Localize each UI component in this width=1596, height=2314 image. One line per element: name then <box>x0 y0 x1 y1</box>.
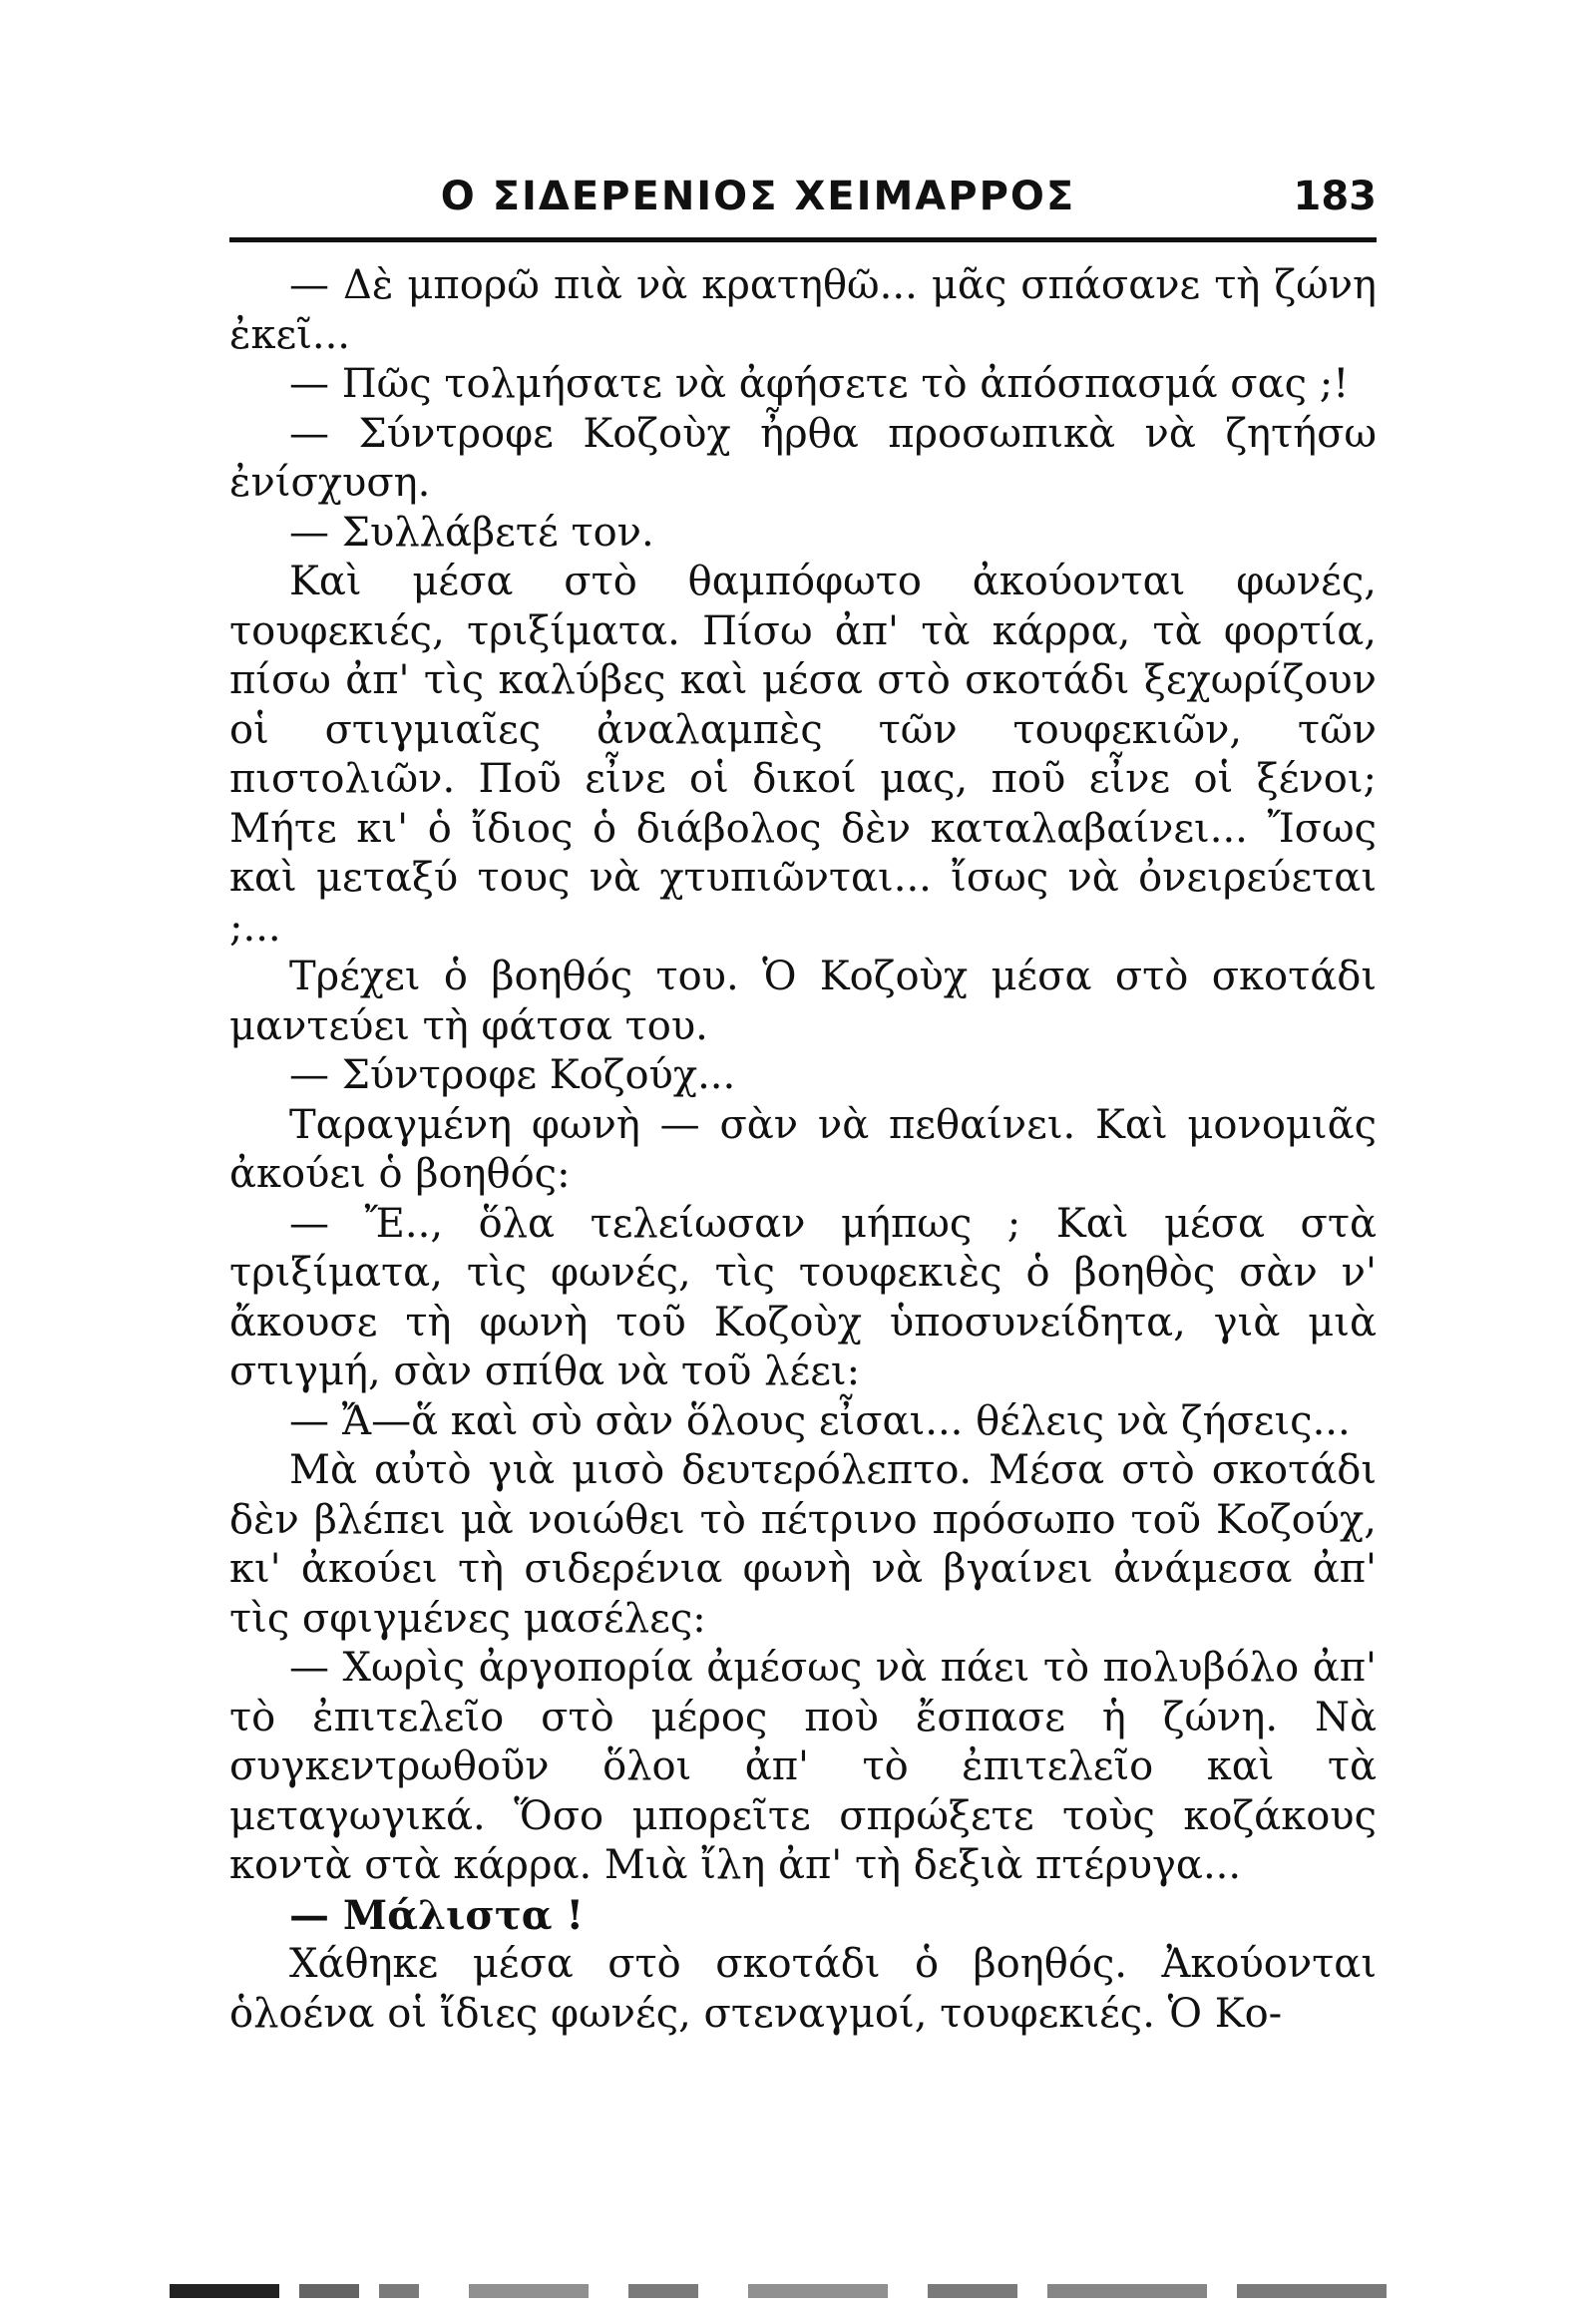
narrative-paragraph: Καὶ μέσα στὸ θαμπόφωτο ἀκούονται φωνές, τουφεκιές, τριξίματα. Πίσω ἀπ' τὰ κάρρα, τὰ φορτία, πίσω ἀπ' τὶς καλύβες καὶ μέσα στὸ σκοτάδι ξεχωρίζουν οἱ στιγμιαῖες ἀναλαμπὲς τῶν τουφεκιῶν, τῶν πιστολιῶν. Ποῦ εἶνε οἱ δικοί μας, ποῦ εἶνε οἱ ξένοι; Μήτε κι' ὁ ἴδιος ὁ διάβολος δὲν καταλαβαίνει... Ἴσως καὶ μεταξύ τους νὰ χτυπιῶνται... ἴσως νὰ ὀνειρεύεται ;... <box>229 559 1377 951</box>
page-number: 183 <box>1293 174 1377 219</box>
dialogue-line: — Σύντροφε Κοζούχ... <box>289 1052 736 1098</box>
narrative-paragraph: Τρέχει ὁ βοηθός του. Ὁ Κοζοὺχ μέσα στὸ σκοτάδι μαντεύει τὴ φάτσα του. <box>229 954 1377 1049</box>
narrative-paragraph: Χάθηκε μέσα στὸ σκοτάδι ὁ βοηθός. Ἀκούονται ὁλοένα οἱ ἴδιες φωνές, στεναγμοί, τουφεκιές. Ὁ Κο- <box>229 1941 1377 2037</box>
dialogue-line: — Χωρὶς ἀργοπορία ἀμέσως νὰ πάει τὸ πολυβόλο ἀπ' τὸ ἐπιτελεῖο στὸ μέρος ποὺ ἔσπασε ἡ ζώνη. Νὰ συγκεντρωθοῦν ὅλοι ἀπ' τὸ ἐπιτελεῖο καὶ τὰ μεταγωγικά. Ὅσο μπορεῖτε σπρώξετε τοὺς κοζάκους κοντὰ στὰ κάρρα. Μιὰ ἴλη ἀπ' τὴ δεξιὰ πτέρυγα... <box>229 1645 1377 1888</box>
narrative-paragraph: Μὰ αὐτὸ γιὰ μισὸ δευτερόλεπτο. Μέσα στὸ σκοτάδι δὲν βλέπει μὰ νοιώθει τὸ πέτρινο πρόσωπο τοῦ Κοζούχ, κι' ἀκούει τὴ σιδερένια φωνὴ νὰ βγαίνει ἀνάμεσα ἀπ' τὶς σφιγμένες μασέλες: <box>229 1447 1377 1642</box>
dialogue-line: — Πῶς τολμήσατε νὰ ἀφήσετε τὸ ἀπόσπασμά σας ;! <box>289 361 1350 407</box>
dialogue-line: — Συλλάβετέ τον. <box>289 509 654 556</box>
running-title: Ο ΣΙΔΕΡΕΝΙΟΣ ΧΕΙΜΑΡΡΟΣ <box>440 174 1076 219</box>
dialogue-line: — Ἄ—ἅ καὶ σὺ σὰν ὅλους εἶσαι... θέλεις νὰ ζήσεις... <box>289 1397 1351 1444</box>
page-header <box>229 168 1377 242</box>
body-text <box>229 261 1377 2039</box>
dialogue-line: — Σύντροφε Κοζοὺχ ἦρθα προσωπικὰ νὰ ζητήσω ἐνίσχυση. <box>229 410 1377 506</box>
narrative-paragraph: Ταραγμένη φωνὴ — σὰν νὰ πεθαίνει. Καὶ μονομιᾶς ἀκούει ὁ βοηθός: <box>229 1101 1377 1197</box>
dialogue-line: — Ἔ.., ὅλα τελείωσαν μήπως ; Καὶ μέσα στὰ τριξίματα, τὶς φωνές, τὶς τουφεκιὲς ὁ βοηθὸς σὰν ν' ἄκουσε τὴ φωνὴ τοῦ Κοζοὺχ ὑποσυνείδητα, γιὰ μιὰ στιγμή, σὰν σπίθα νὰ τοῦ λέει: <box>229 1200 1377 1394</box>
dialogue-line: — Μάλιστα ! <box>289 1891 585 1939</box>
scan-noise-strip <box>170 2284 1396 2298</box>
dialogue-line: — Δὲ μπορῶ πιὰ νὰ κρατηθῶ... μᾶς σπάσανε τὴ ζώνη ἐκεῖ... <box>229 262 1377 358</box>
